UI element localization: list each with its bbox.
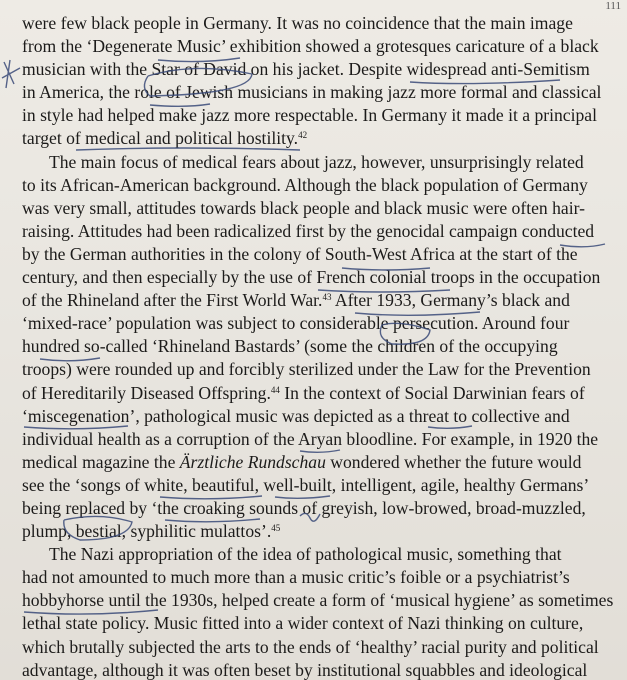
text-segment: medical magazine the [22, 451, 180, 472]
text-line: The main focus of medical fears about jazz, however, unsurprisingly related [49, 151, 584, 172]
text-line [22, 382, 612, 405]
paragraph-1 [22, 12, 612, 151]
text-segment: target of medical and political hostility. [22, 128, 299, 149]
text-line: The Nazi appropriation of the idea of pathological music, something that [49, 544, 562, 565]
text-segment: of the Rhineland after the First World War. [22, 290, 323, 311]
text-segment: plump, bestial, syphilitic mulattos’. [22, 521, 272, 542]
text-line: was very small, attitudes towards black people and black music were often hair- [22, 197, 585, 218]
text-segment: wondered whether the future would [325, 451, 582, 472]
footnote-ref: 45 [271, 523, 281, 534]
footnote-ref: 43 [322, 292, 332, 303]
text-line: which brutally subjected the arts to the ends of ‘healthy’ racial purity and political [22, 636, 599, 657]
text-line: by the German authorities in the colony of South-West Africa at the start of the [22, 243, 578, 264]
text-line: in style had helped make jazz more respectable. In Germany it made it a principal [22, 105, 597, 126]
body-text [22, 12, 612, 680]
text-line: being replaced by ‘the croaking sounds of greyish, low-browed, broad-muzzled, [22, 497, 586, 518]
text-line: lethal state policy. Music fitted into a wider context of Nazi thinking on culture, [22, 613, 584, 634]
text-line: ‘mixed-race’ population was subject to considerable persecution. Around four [22, 313, 570, 334]
text-line: had not amounted to much more than a music critic’s foible or a psychiatrist’s [22, 567, 570, 588]
text-line: raising. Attitudes had been radicalized first by the genocidal campaign conducted [22, 220, 595, 241]
text-line: in America, the role of Jewish musicians in making jazz more formal and classical [22, 82, 602, 103]
text-line [22, 520, 612, 543]
text-line: were few black people in Germany. It was no coincidence that the main image [22, 13, 573, 33]
text-line: musician with the Star of David on his jacket. Despite widespread anti-Semitism [22, 59, 590, 80]
text-line: troops) were rounded up and forcibly sterilized under the Law for the Prevention [22, 359, 591, 380]
paragraph-3 [22, 543, 612, 680]
footnote-ref: 42 [298, 130, 308, 141]
text-line: century, and then especially by the use of French colonial troops in the occupation [22, 267, 601, 288]
text-line [22, 127, 612, 150]
text-line: advantage, although it was often beset by institutional squabbles and ideological [22, 659, 588, 680]
text-segment: In the context of Social Darwinian fears of [279, 382, 585, 403]
text-segment: of Hereditarily Diseased Offspring. [22, 382, 271, 403]
text-line: hundred so-called ‘Rhineland Bastards’ (some the children of the occupying [22, 336, 558, 357]
text-segment: After 1933, Germany’s black and [331, 290, 570, 311]
text-line: hobbyhorse until the 1930s, helped create a form of ‘musical hygiene’ as sometimes [22, 590, 614, 611]
margin-star-mark [2, 60, 20, 88]
text-line: to its African-American background. Although the black population of Germany [22, 174, 588, 195]
page-corner-mark: 111 [605, 0, 621, 12]
journal-title: Ärztliche Rundschau [179, 451, 326, 472]
paragraph-2 [22, 151, 612, 544]
text-line [22, 289, 612, 312]
text-line: individual health as a corruption of the Aryan bloodline. For example, in 1920 the [22, 428, 599, 449]
text-line: ‘miscegenation’, pathological music was depicted as a threat to collective and [22, 405, 570, 426]
footnote-ref: 44 [270, 384, 280, 395]
text-line: from the ‘Degenerate Music’ exhibition showed a grotesques caricature of a black [22, 36, 599, 57]
text-line: see the ‘songs of white, beautiful, well-built, intelligent, agile, healthy Germans’ [22, 474, 590, 495]
text-line [22, 451, 612, 474]
